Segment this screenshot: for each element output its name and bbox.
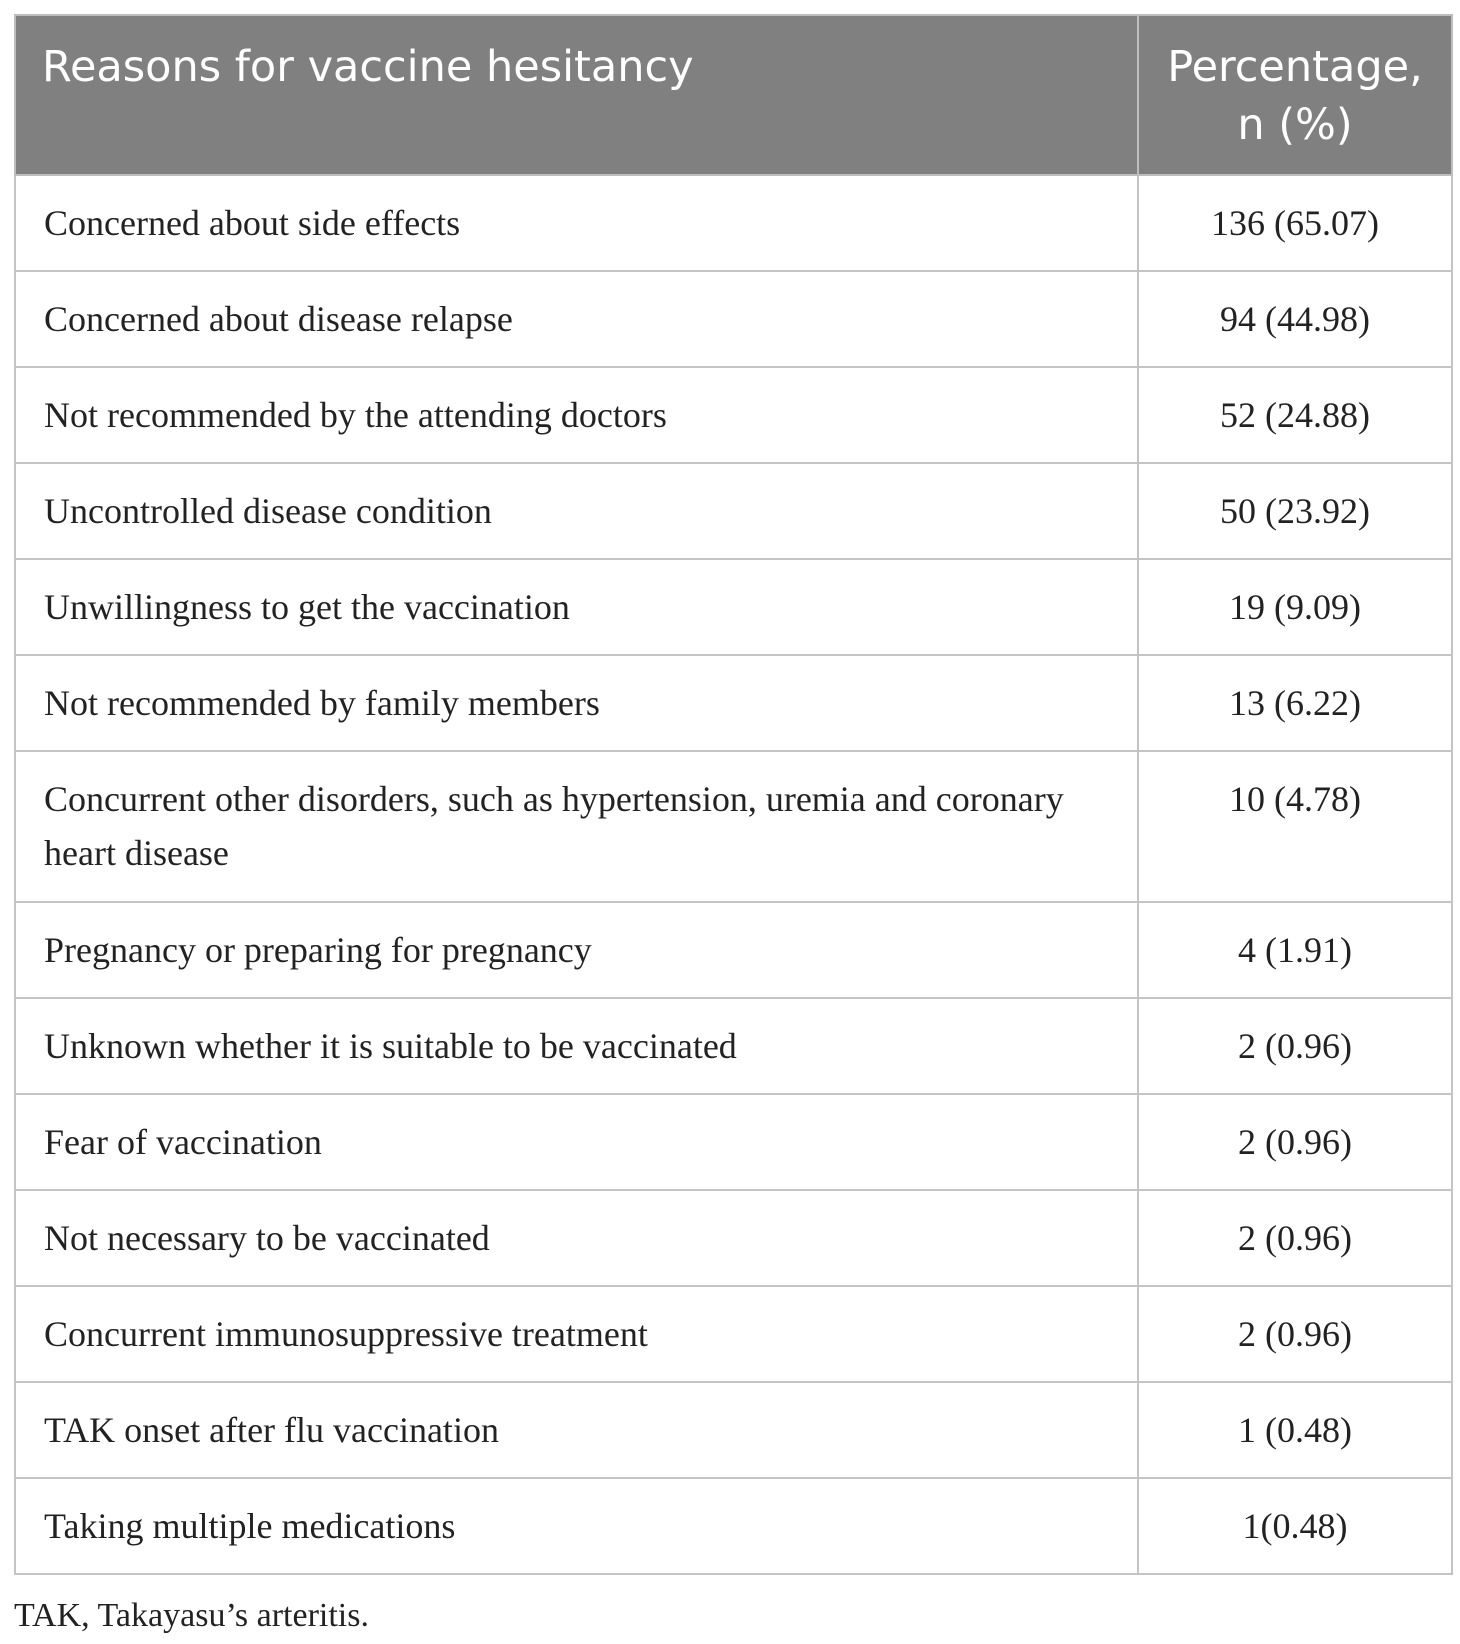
vaccine-hesitancy-table bbox=[14, 14, 1453, 1575]
reason-cell: Concurrent other disorders, such as hypertension, uremia and coronary heart disease bbox=[15, 751, 1138, 902]
percentage-cell: 19 (9.09) bbox=[1138, 559, 1452, 655]
percentage-cell: 2 (0.96) bbox=[1138, 1286, 1452, 1382]
table-row bbox=[15, 1382, 1452, 1478]
percentage-cell: 4 (1.91) bbox=[1138, 902, 1452, 998]
table-row bbox=[15, 271, 1452, 367]
percentage-cell: 2 (0.96) bbox=[1138, 1094, 1452, 1190]
percentage-cell: 1 (0.48) bbox=[1138, 1382, 1452, 1478]
table-row bbox=[15, 1286, 1452, 1382]
table-row bbox=[15, 175, 1452, 271]
percentage-cell: 136 (65.07) bbox=[1138, 175, 1452, 271]
table-header bbox=[15, 15, 1452, 175]
percentage-cell: 13 (6.22) bbox=[1138, 655, 1452, 751]
vaccine-hesitancy-table-container bbox=[14, 14, 1451, 1575]
header-row bbox=[15, 15, 1452, 175]
reason-cell: Unwillingness to get the vaccination bbox=[15, 559, 1138, 655]
percentage-cell: 52 (24.88) bbox=[1138, 367, 1452, 463]
reason-cell: Concerned about side effects bbox=[15, 175, 1138, 271]
reason-cell: Unknown whether it is suitable to be vaccinated bbox=[15, 998, 1138, 1094]
table-row bbox=[15, 367, 1452, 463]
table-footnote: TAK, Takayasu’s arteritis. bbox=[14, 1597, 369, 1634]
reason-cell: Taking multiple medications bbox=[15, 1478, 1138, 1574]
percentage-cell: 2 (0.96) bbox=[1138, 998, 1452, 1094]
reason-cell: Pregnancy or preparing for pregnancy bbox=[15, 902, 1138, 998]
percentage-cell: 1(0.48) bbox=[1138, 1478, 1452, 1574]
percentage-cell: 2 (0.96) bbox=[1138, 1190, 1452, 1286]
header-reasons: Reasons for vaccine hesitancy bbox=[15, 15, 1138, 175]
table-row bbox=[15, 559, 1452, 655]
reason-cell: Not recommended by the attending doctors bbox=[15, 367, 1138, 463]
reason-cell: TAK onset after flu vaccination bbox=[15, 1382, 1138, 1478]
reason-cell: Fear of vaccination bbox=[15, 1094, 1138, 1190]
table-row bbox=[15, 998, 1452, 1094]
table-row bbox=[15, 902, 1452, 998]
table-row bbox=[15, 1190, 1452, 1286]
header-percentage-text: Percentage, n (%) bbox=[1167, 42, 1423, 150]
percentage-cell: 10 (4.78) bbox=[1138, 751, 1452, 902]
table-row bbox=[15, 655, 1452, 751]
reason-cell: Concerned about disease relapse bbox=[15, 271, 1138, 367]
header-percentage bbox=[1138, 15, 1452, 175]
reason-cell: Concurrent immunosuppressive treatment bbox=[15, 1286, 1138, 1382]
reason-cell: Uncontrolled disease condition bbox=[15, 463, 1138, 559]
reason-cell: Not necessary to be vaccinated bbox=[15, 1190, 1138, 1286]
table-row bbox=[15, 1478, 1452, 1574]
reason-cell: Not recommended by family members bbox=[15, 655, 1138, 751]
table-row bbox=[15, 751, 1452, 902]
table-row bbox=[15, 463, 1452, 559]
percentage-cell: 50 (23.92) bbox=[1138, 463, 1452, 559]
table-body bbox=[15, 175, 1452, 1574]
table-row bbox=[15, 1094, 1452, 1190]
percentage-cell: 94 (44.98) bbox=[1138, 271, 1452, 367]
